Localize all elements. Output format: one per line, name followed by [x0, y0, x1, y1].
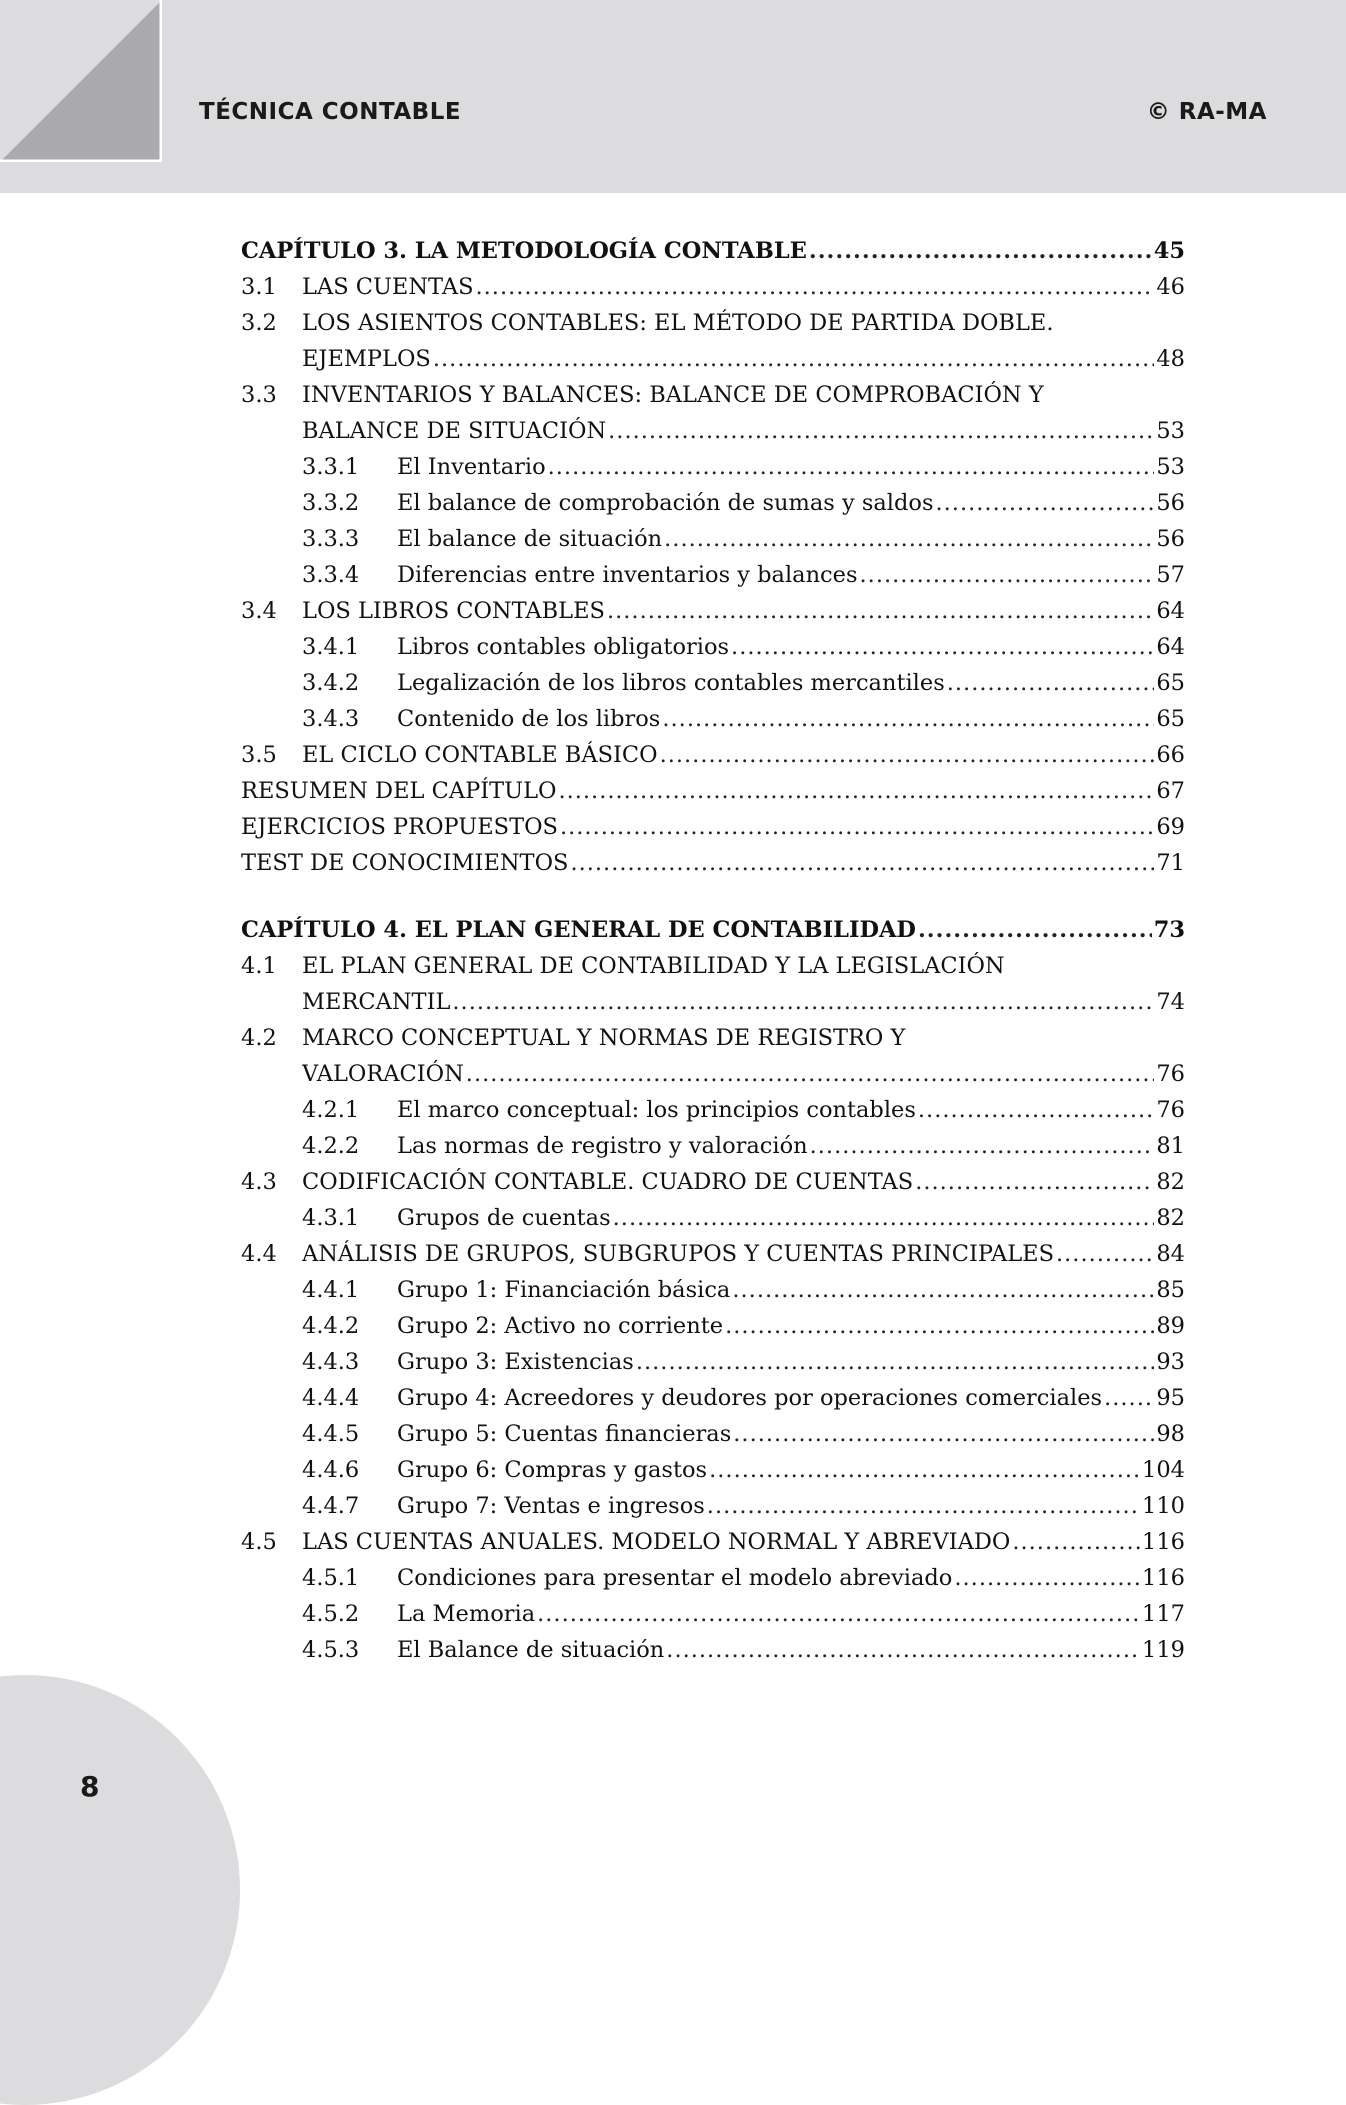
toc-chapter-block: [241, 912, 1185, 1668]
dot-leader: [664, 521, 1154, 557]
dot-leader: [607, 593, 1154, 629]
toc-page-number: 95: [1156, 1385, 1185, 1411]
toc-entry[interactable]: [241, 449, 1185, 485]
toc-entry[interactable]: [241, 1524, 1185, 1560]
dot-leader: [732, 1272, 1154, 1308]
toc-entry[interactable]: [241, 1596, 1185, 1632]
dot-leader: [1056, 1236, 1154, 1272]
dot-leader: [433, 341, 1155, 377]
dot-leader: [810, 1128, 1155, 1164]
toc-entry[interactable]: [241, 1236, 1185, 1272]
toc-entry[interactable]: [241, 1020, 1185, 1092]
toc-page-number: 93: [1156, 1349, 1185, 1375]
dot-leader: [733, 1416, 1154, 1452]
toc-entry-number: 4.4.6: [302, 1457, 360, 1483]
toc-page-number: 71: [1156, 850, 1185, 876]
toc-page-number: 73: [1153, 917, 1185, 943]
toc-entry-number: 3.2: [241, 310, 277, 336]
dot-leader: [1104, 1380, 1154, 1416]
dot-leader: [608, 413, 1154, 449]
toc-entry[interactable]: [241, 809, 1185, 845]
toc-entry-title: Grupo 1: Financiación básica: [397, 1277, 731, 1303]
dot-leader: [725, 1308, 1154, 1344]
toc-entry-title: Legalización de los libros contables mercantiles: [397, 670, 945, 696]
toc-entry-number: 3.4.2: [302, 670, 360, 696]
dot-leader: [709, 1452, 1140, 1488]
toc-entry-number: 4.3: [241, 1169, 277, 1195]
toc-entry-title: MERCANTIL: [302, 989, 451, 1015]
toc-entry-number: 4.4.2: [302, 1313, 360, 1339]
dot-leader: [918, 1092, 1154, 1128]
toc-entry-title: EL CICLO CONTABLE BÁSICO: [302, 742, 658, 768]
toc-entry-number: 4.4.1: [302, 1277, 360, 1303]
toc-entry-number: 4.4.5: [302, 1421, 360, 1447]
dot-leader: [915, 1164, 1154, 1200]
dot-leader: [666, 1632, 1140, 1668]
toc-page-number: 45: [1153, 238, 1185, 264]
toc-chapter-heading[interactable]: [241, 912, 1185, 948]
toc-page-number: 56: [1156, 490, 1185, 516]
toc-entry-title: Condiciones para presentar el modelo abreviado: [397, 1565, 953, 1591]
toc-page-number: 116: [1142, 1529, 1185, 1555]
toc-entry-title: Grupo 4: Acreedores y deudores por operaciones comerciales: [397, 1385, 1103, 1411]
toc-page-number: 82: [1156, 1169, 1185, 1195]
toc-page-number: 69: [1156, 814, 1185, 840]
dot-leader: [809, 233, 1152, 269]
toc-entry-number: 3.4.3: [302, 706, 360, 732]
dot-leader: [452, 984, 1154, 1020]
toc-entry-title: EJERCICIOS PROPUESTOS: [241, 814, 558, 840]
toc-page-number: 65: [1156, 706, 1185, 732]
publisher-mark: © RA-MA: [1146, 99, 1267, 125]
toc-page-number: 89: [1156, 1313, 1185, 1339]
toc-entry-title: TEST DE CONOCIMIENTOS: [241, 850, 569, 876]
toc-entry-number: 4.4.4: [302, 1385, 360, 1411]
toc-entry[interactable]: [241, 701, 1185, 737]
dot-leader: [466, 1056, 1155, 1092]
dot-leader: [936, 485, 1155, 521]
toc-entry-number: 4.5.2: [302, 1601, 360, 1627]
toc-entry[interactable]: [241, 593, 1185, 629]
toc-entry[interactable]: [241, 1452, 1185, 1488]
toc-entry[interactable]: [241, 737, 1185, 773]
toc-entry-number: 3.3.4: [302, 562, 360, 588]
toc-entry[interactable]: [241, 948, 1185, 1020]
toc-entry-number: 3.3.2: [302, 490, 360, 516]
toc-entry[interactable]: [241, 305, 1185, 377]
dot-leader: [476, 269, 1155, 305]
toc-entry-title-line1: INVENTARIOS Y BALANCES: BALANCE DE COMPROBACIÓN Y: [302, 382, 1044, 408]
toc-entry[interactable]: [241, 1560, 1185, 1596]
toc-entry-number: 3.3: [241, 382, 277, 408]
toc-entry[interactable]: [241, 1164, 1185, 1200]
toc-entry-title: LAS CUENTAS: [302, 274, 474, 300]
toc-entry[interactable]: [241, 1200, 1185, 1236]
toc-entry[interactable]: [241, 1416, 1185, 1452]
toc-entry[interactable]: [241, 1632, 1185, 1668]
toc-entry-title: ANÁLISIS DE GRUPOS, SUBGRUPOS Y CUENTAS PRINCIPALES: [302, 1241, 1054, 1267]
toc-page-number: 82: [1156, 1205, 1185, 1231]
toc-entry[interactable]: [241, 845, 1185, 881]
toc-entry-number: 3.4.1: [302, 634, 360, 660]
toc-chapter-block: [241, 233, 1185, 881]
toc-entry-number: 4.5.3: [302, 1637, 360, 1663]
toc-entry-title: El Inventario: [397, 454, 546, 480]
toc-entry[interactable]: [241, 1380, 1185, 1416]
toc-entry[interactable]: [241, 557, 1185, 593]
toc-entry-number: 3.1: [241, 274, 277, 300]
toc-entry-number: 3.4: [241, 598, 277, 624]
page-number-circle: [0, 1675, 240, 2105]
dot-leader: [560, 809, 1154, 845]
dot-leader: [660, 737, 1155, 773]
toc-entry-title: El Balance de situación: [397, 1637, 665, 1663]
toc-entry-title-line1: MARCO CONCEPTUAL Y NORMAS DE REGISTRO Y: [302, 1025, 906, 1051]
toc-entry-number: 4.4.3: [302, 1349, 360, 1375]
toc-entry-number: 4.5.1: [302, 1565, 360, 1591]
toc-entry-title-line1: EL PLAN GENERAL DE CONTABILIDAD Y LA LEGISLACIÓN: [302, 953, 1005, 979]
toc-page-number: 116: [1142, 1565, 1185, 1591]
dot-leader: [662, 701, 1154, 737]
dot-leader: [947, 665, 1155, 701]
toc-entry-title: Contenido de los libros: [397, 706, 661, 732]
toc-page-number: 64: [1156, 598, 1185, 624]
toc-page-number: 56: [1156, 526, 1185, 552]
dot-leader: [1012, 1524, 1140, 1560]
toc-entry-title: Grupo 6: Compras y gastos: [397, 1457, 708, 1483]
toc-entry-number: 4.3.1: [302, 1205, 360, 1231]
toc-entry-title: RESUMEN DEL CAPÍTULO: [241, 778, 557, 804]
toc-page-number: 46: [1156, 274, 1185, 300]
toc-entry[interactable]: [241, 485, 1185, 521]
toc-entry-title: Grupo 3: Existencias: [397, 1349, 634, 1375]
toc-entry-title: El balance de comprobación de sumas y saldos: [397, 490, 934, 516]
running-title: TÉCNICA CONTABLE: [199, 99, 462, 125]
toc-entry-number: 4.1: [241, 953, 277, 979]
toc-page-number: 76: [1156, 1097, 1185, 1123]
toc-page-number: 76: [1156, 1061, 1185, 1087]
toc-entry-title: Grupos de cuentas: [397, 1205, 611, 1231]
toc-entry-title: Diferencias entre inventarios y balances: [397, 562, 858, 588]
toc-entry[interactable]: [241, 773, 1185, 809]
toc-entry-number: 4.4.7: [302, 1493, 360, 1519]
page-corner-tab: [0, 0, 162, 162]
toc-page-number: 57: [1156, 562, 1185, 588]
toc-entry-title-line1: LOS ASIENTOS CONTABLES: EL MÉTODO DE PARTIDA DOBLE.: [302, 310, 1054, 336]
toc-entry[interactable]: [241, 665, 1185, 701]
toc-entry[interactable]: [241, 1344, 1185, 1380]
toc-entry-title: BALANCE DE SITUACIÓN: [302, 418, 607, 444]
toc-entry-number: 4.5: [241, 1529, 277, 1555]
toc-entry-title: LAS CUENTAS ANUALES. MODELO NORMAL Y ABREVIADO: [302, 1529, 1011, 1555]
toc-entry-title: VALORACIÓN: [302, 1061, 464, 1087]
toc-chapter-title: CAPÍTULO 3. LA METODOLOGÍA CONTABLE: [241, 238, 807, 264]
toc-entry[interactable]: [241, 269, 1185, 305]
toc-entry-number: 3.3.1: [302, 454, 360, 480]
toc-page-number: 48: [1156, 346, 1185, 372]
dot-leader: [731, 629, 1154, 665]
toc-chapter-heading[interactable]: [241, 233, 1185, 269]
toc-page-number: 66: [1156, 742, 1185, 768]
dot-leader: [860, 557, 1155, 593]
dot-leader: [707, 1488, 1140, 1524]
toc-entry-title: Grupo 7: Ventas e ingresos: [397, 1493, 705, 1519]
table-of-contents: [241, 233, 1185, 1699]
toc-entry-title: EJEMPLOS: [302, 346, 431, 372]
dot-leader: [918, 912, 1152, 948]
toc-page-number: 67: [1156, 778, 1185, 804]
toc-page-number: 53: [1156, 454, 1185, 480]
toc-page-number: 104: [1142, 1457, 1185, 1483]
dot-leader: [570, 845, 1154, 881]
toc-page-number: 84: [1156, 1241, 1185, 1267]
toc-entry[interactable]: [241, 1308, 1185, 1344]
toc-page-number: 117: [1142, 1601, 1185, 1627]
toc-entry[interactable]: [241, 377, 1185, 449]
toc-entry[interactable]: [241, 1272, 1185, 1308]
toc-entry-title: Las normas de registro y valoración: [397, 1133, 808, 1159]
dot-leader: [537, 1596, 1140, 1632]
toc-page-number: 85: [1156, 1277, 1185, 1303]
toc-entry-title: El marco conceptual: los principios contables: [397, 1097, 916, 1123]
toc-chapter-title: CAPÍTULO 4. EL PLAN GENERAL DE CONTABILIDAD: [241, 917, 916, 943]
toc-entry-number: 3.5: [241, 742, 277, 768]
toc-entry[interactable]: [241, 521, 1185, 557]
toc-page-number: 81: [1156, 1133, 1185, 1159]
toc-page-number: 65: [1156, 670, 1185, 696]
toc-page-number: 119: [1142, 1637, 1185, 1663]
toc-page-number: 64: [1156, 634, 1185, 660]
toc-entry[interactable]: [241, 1488, 1185, 1524]
toc-entry-title: El balance de situación: [397, 526, 663, 552]
toc-entry-title: Libros contables obligatorios: [397, 634, 730, 660]
toc-entry-title: LOS LIBROS CONTABLES: [302, 598, 605, 624]
toc-entry-title: CODIFICACIÓN CONTABLE. CUADRO DE CUENTAS: [302, 1169, 914, 1195]
dot-leader: [613, 1200, 1155, 1236]
toc-entry[interactable]: [241, 1092, 1185, 1128]
toc-entry-number: 4.4: [241, 1241, 277, 1267]
toc-page-number: 110: [1142, 1493, 1185, 1519]
toc-entry-title: Grupo 2: Activo no corriente: [397, 1313, 724, 1339]
dot-leader: [954, 1560, 1140, 1596]
toc-page-number: 53: [1156, 418, 1185, 444]
toc-entry-number: 4.2: [241, 1025, 277, 1051]
header-band: [0, 0, 1346, 193]
dot-leader: [558, 773, 1154, 809]
dot-leader: [636, 1344, 1155, 1380]
page-number: 8: [80, 1770, 100, 1803]
toc-page-number: 74: [1156, 989, 1185, 1015]
toc-entry-title: Grupo 5: Cuentas financieras: [397, 1421, 732, 1447]
toc-page-number: 98: [1156, 1421, 1185, 1447]
toc-entry-title: La Memoria: [397, 1601, 536, 1627]
toc-entry[interactable]: [241, 1128, 1185, 1164]
toc-entry[interactable]: [241, 629, 1185, 665]
toc-entry-number: 3.3.3: [302, 526, 360, 552]
toc-entry-number: 4.2.2: [302, 1133, 360, 1159]
dot-leader: [548, 449, 1155, 485]
toc-entry-number: 4.2.1: [302, 1097, 360, 1123]
